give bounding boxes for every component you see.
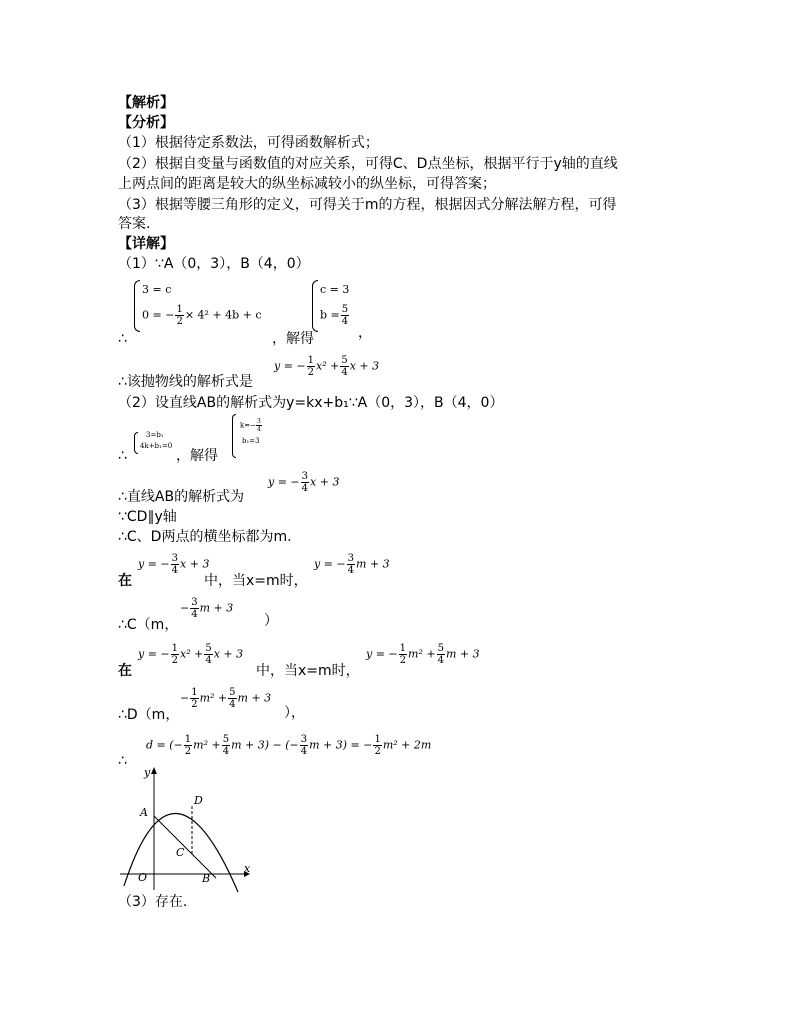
text-line: ∵CD∥y轴	[118, 509, 177, 525]
equation: y = − $\frac{1}{2}$ m² + $\frac{5}{4}$ m + 3	[366, 643, 480, 666]
text-line: ∴该抛物线的解析式是	[118, 374, 253, 390]
label-a: A	[140, 806, 148, 819]
equation: y = − $\frac{3}{4}$ m + 3	[314, 553, 390, 576]
segment-ab	[154, 816, 216, 878]
text-line: 中，当x=m时，	[204, 573, 308, 589]
text-line: ，解得	[176, 448, 218, 464]
equation: 4k+b₁=0	[140, 442, 173, 450]
text-line: ），	[284, 705, 305, 721]
equation: k=− $\frac{3}{4}$	[240, 418, 261, 433]
text-line: 中，当x=m时，	[256, 663, 360, 679]
text-line: ，	[358, 325, 372, 341]
text-line: （2）设直线AB的解析式为y=kx+b₁∵A（0，3），B（4，0）	[118, 395, 504, 411]
equation: b₁=3	[242, 437, 260, 445]
text-line: ∴直线AB的解析式为	[118, 489, 245, 505]
equation: d = (− $\frac{1}{2}$ m² + $\frac{5}{4}$ m + 3) − (− $\frac{3}{4}$ m + 3) = − $\frac{1}{2}$ m² + 2m	[146, 734, 432, 757]
equation-brace	[134, 280, 140, 332]
text-line: ∴C、D两点的横坐标都为m.	[118, 529, 292, 545]
text-line: 在	[118, 573, 132, 589]
equation: 3 = c	[142, 283, 172, 296]
text-line: 在	[118, 663, 132, 679]
text-line: ∴D（m，	[118, 707, 180, 723]
label-d: D	[194, 794, 203, 807]
label-x: x	[244, 862, 251, 875]
equation: y = − $\frac{1}{2}$ x² + $\frac{5}{4}$ x + 3	[138, 643, 244, 666]
y-axis-arrow	[151, 767, 157, 774]
text-line: ）	[264, 613, 278, 629]
equation: y = − $\frac{3}{4}$ x + 3	[138, 553, 210, 576]
text-line: （2）根据自变量与函数值的对应关系，可得C、D点坐标，根据平行于y轴的直线	[118, 156, 618, 172]
section-heading-approach: 【分析】	[118, 115, 174, 131]
equation: c = 3	[320, 283, 350, 296]
label-b: B	[202, 872, 211, 885]
parabola-figure	[116, 764, 256, 894]
label-y: y	[144, 766, 151, 779]
text-line: ∴C（m，	[118, 617, 179, 633]
text-line: ∴	[118, 448, 127, 464]
equation: b = $\frac{5}{4}$	[320, 304, 349, 327]
equation-brace	[312, 280, 318, 332]
equation: y = − $\frac{1}{2}$ x² + $\frac{5}{4}$ x + 3	[274, 355, 380, 378]
text-line: 答案.	[118, 216, 151, 232]
equation: − $\frac{1}{2}$ m² + $\frac{5}{4}$ m + 3	[180, 687, 272, 710]
text-line: ，解得	[272, 331, 314, 347]
text-line: ∴	[118, 331, 127, 347]
text-line: （1）∵A（0，3），B（4，0）	[118, 256, 310, 272]
section-heading-analysis: 【解析】	[118, 95, 174, 111]
text-line: 上两点间的距离是较大的纵坐标减较小的纵坐标，可得答案；	[118, 176, 496, 192]
equation-brace	[232, 414, 236, 458]
equation: 3=b₁	[146, 431, 164, 439]
text-line: （1）根据待定系数法，可得函数解析式；	[118, 135, 379, 151]
equation: − $\frac{3}{4}$ m + 3	[180, 597, 234, 620]
equation: y = − $\frac{3}{4}$ x + 3	[268, 471, 340, 494]
label-c: C	[176, 846, 185, 859]
text-line: （3）根据等腰三角形的定义，可得关于m的方程，根据因式分解法解方程，可得	[118, 197, 617, 213]
text-line: ∴	[118, 753, 127, 769]
text-line: （3）存在.	[118, 894, 188, 910]
label-o: O	[138, 871, 148, 884]
section-heading-details: 【详解】	[118, 236, 174, 252]
equation-brace	[134, 432, 138, 454]
equation: 0 = − $\frac{1}{2}$ × 4² + 4b + c	[142, 304, 262, 327]
